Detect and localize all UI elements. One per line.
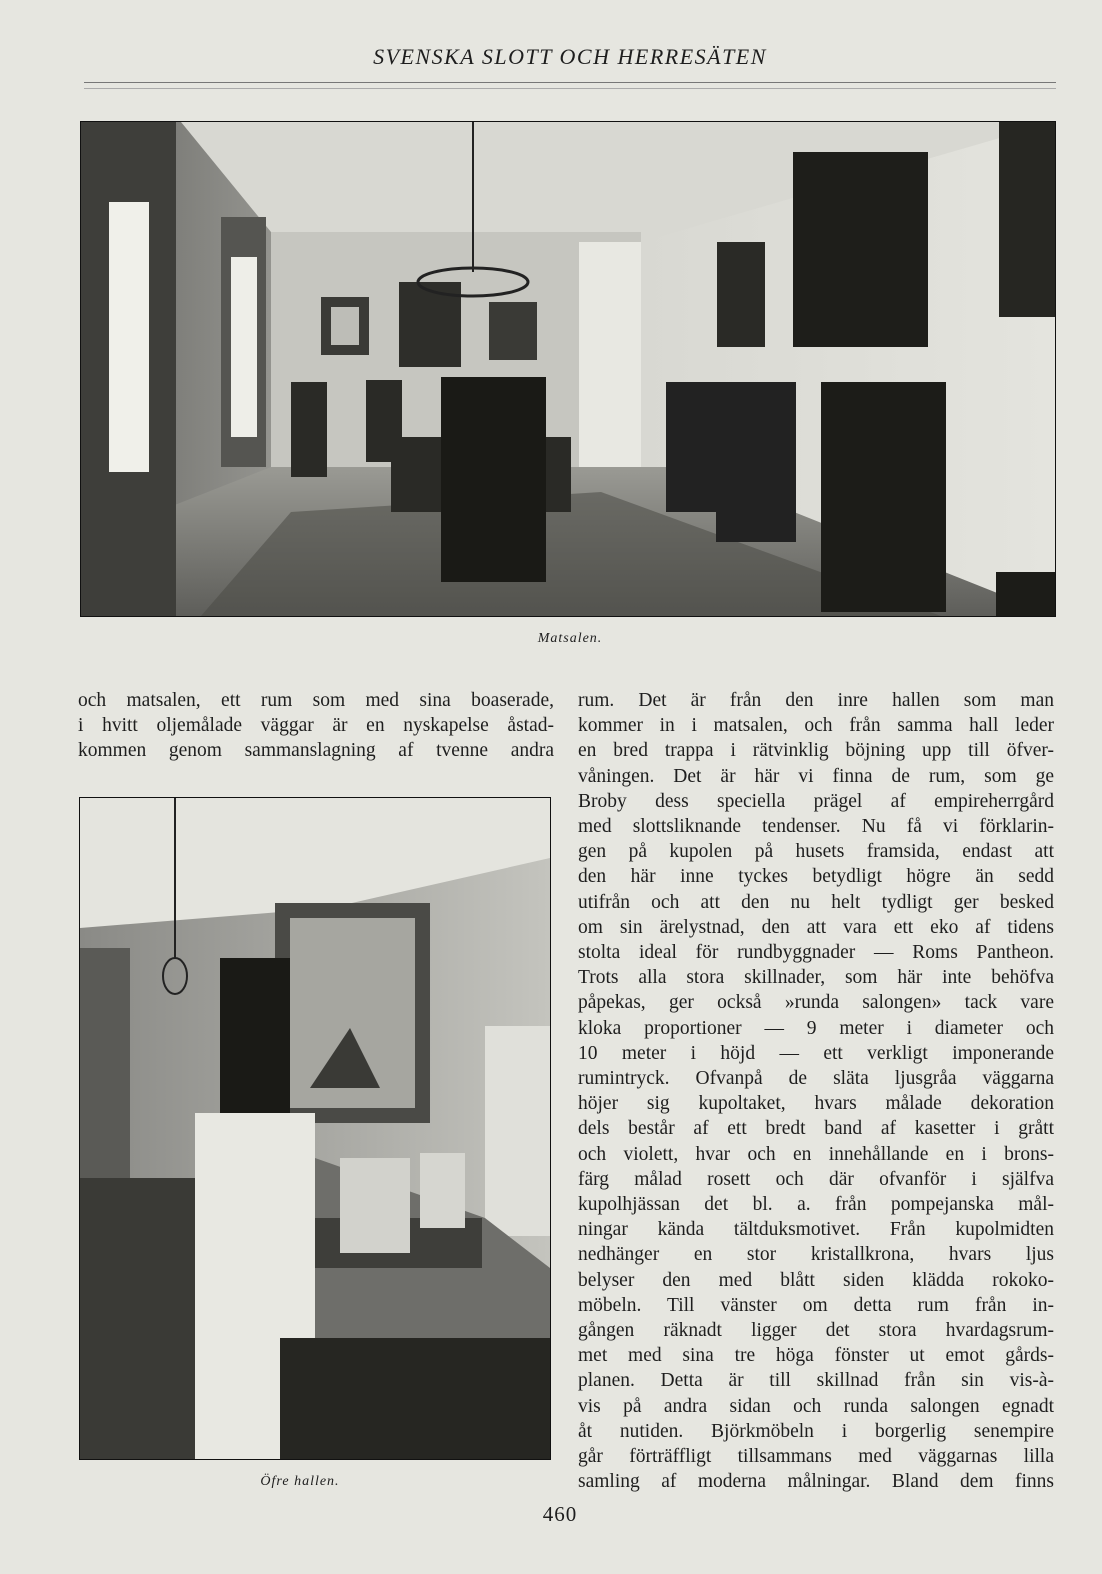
header-rule: [84, 82, 1056, 83]
text-line: kommer in i matsalen, och från samma hall leder: [578, 715, 1054, 737]
text-line: 10 meter i höjd — ett verkligt imponerande: [578, 1042, 1054, 1064]
text-line: en bred trappa i rätvinklig böjning upp till öfver-: [578, 740, 1054, 762]
text-line: möbeln. Till vänster om detta rum från in-: [578, 1294, 1054, 1316]
text-line: met med sina tre höga fönster ut emot gårds-: [578, 1345, 1054, 1367]
text-line: dels består af ett bredt band af kasetter i grått: [578, 1118, 1054, 1140]
text-line: den här inne tyckes betydligt högre än sedd: [578, 866, 1054, 888]
text-line: nedhänger en stor kristallkrona, hvars ljus: [578, 1244, 1054, 1266]
text-line: belyser den med blått siden klädda rokoko-: [578, 1269, 1054, 1291]
upper-hall-photo: [79, 797, 551, 1460]
text-line: kommen genom sammanslagning af tvenne andra: [78, 740, 554, 762]
dining-room-photo: [80, 121, 1056, 617]
text-line: stolta ideal för rundbyggnader — Roms Pantheon.: [578, 942, 1054, 964]
text-line: om sin ärelystnad, den att vara ett eko af tidens: [578, 916, 1054, 938]
text-line: och violett, hvar och en innehållande en i brons-: [578, 1143, 1054, 1165]
text-line: samling af moderna målningar. Bland dem finns: [578, 1471, 1054, 1493]
text-line: Trots alla stora skillnader, som här inte behöfva: [578, 967, 1054, 989]
text-line: kupolhjässan det bl. a. från pompejanska mål-: [578, 1194, 1054, 1216]
text-line: färg målad rosett och där ofvanför i själfva: [578, 1168, 1054, 1190]
text-line: höjer sig kupoltaket, hvars målade dekoration: [578, 1093, 1054, 1115]
text-line: gen på kupolen på husets framsida, endast att: [578, 841, 1054, 863]
text-line: planen. Detta är till skillnad från sin vis-à-: [578, 1370, 1054, 1392]
text-line: utifrån och att den nu helt tydligt ger besked: [578, 891, 1054, 913]
left-column: [78, 688, 554, 764]
text-line: kloka proportioner — 9 meter i diameter och: [578, 1017, 1054, 1039]
text-line: Broby dess speciella prägel af empireherrgård: [578, 790, 1054, 812]
text-line: vis på andra sidan och runda salongen egnadt: [578, 1395, 1054, 1417]
text-line: våningen. Det är här vi finna de rum, som ge: [578, 765, 1054, 787]
text-line: åt nutiden. Björkmöbeln i borgerlig senempire: [578, 1420, 1054, 1442]
text-line: med slottsliknande tendenser. Nu få vi förklarin-: [578, 816, 1054, 838]
text-line: och matsalen, ett rum som med sina boaserade,: [78, 690, 554, 711]
header-rule-thin: [84, 88, 1056, 89]
text-line: gången räknadt ligger det stora hvardagsrum-: [578, 1320, 1054, 1342]
text-line: går förträffligt tillsammans med väggarnas lilla: [578, 1446, 1054, 1468]
page-number: 460: [542, 1502, 578, 1526]
text-line: ningar kända tältduksmotivet. Från kupolmidten: [578, 1219, 1054, 1241]
text-line: rum. Det är från den inre hallen som man: [578, 690, 1054, 711]
text-line: i hvitt oljemålade väggar är en nyskapelse åstad-: [78, 715, 554, 737]
running-head: SVENSKA SLOTT OCH HERRESÄTEN: [373, 44, 767, 69]
text-line: påpekas, ger också »runda salongen» tack vare: [578, 992, 1054, 1014]
right-column: [578, 688, 1054, 1495]
upper-hall-caption: Öfre hallen.: [260, 1474, 340, 1489]
dining-room-caption: Matsalen.: [537, 631, 603, 646]
text-line: rumintryck. Ofvanpå de släta ljusgråa väggarna: [578, 1068, 1054, 1090]
